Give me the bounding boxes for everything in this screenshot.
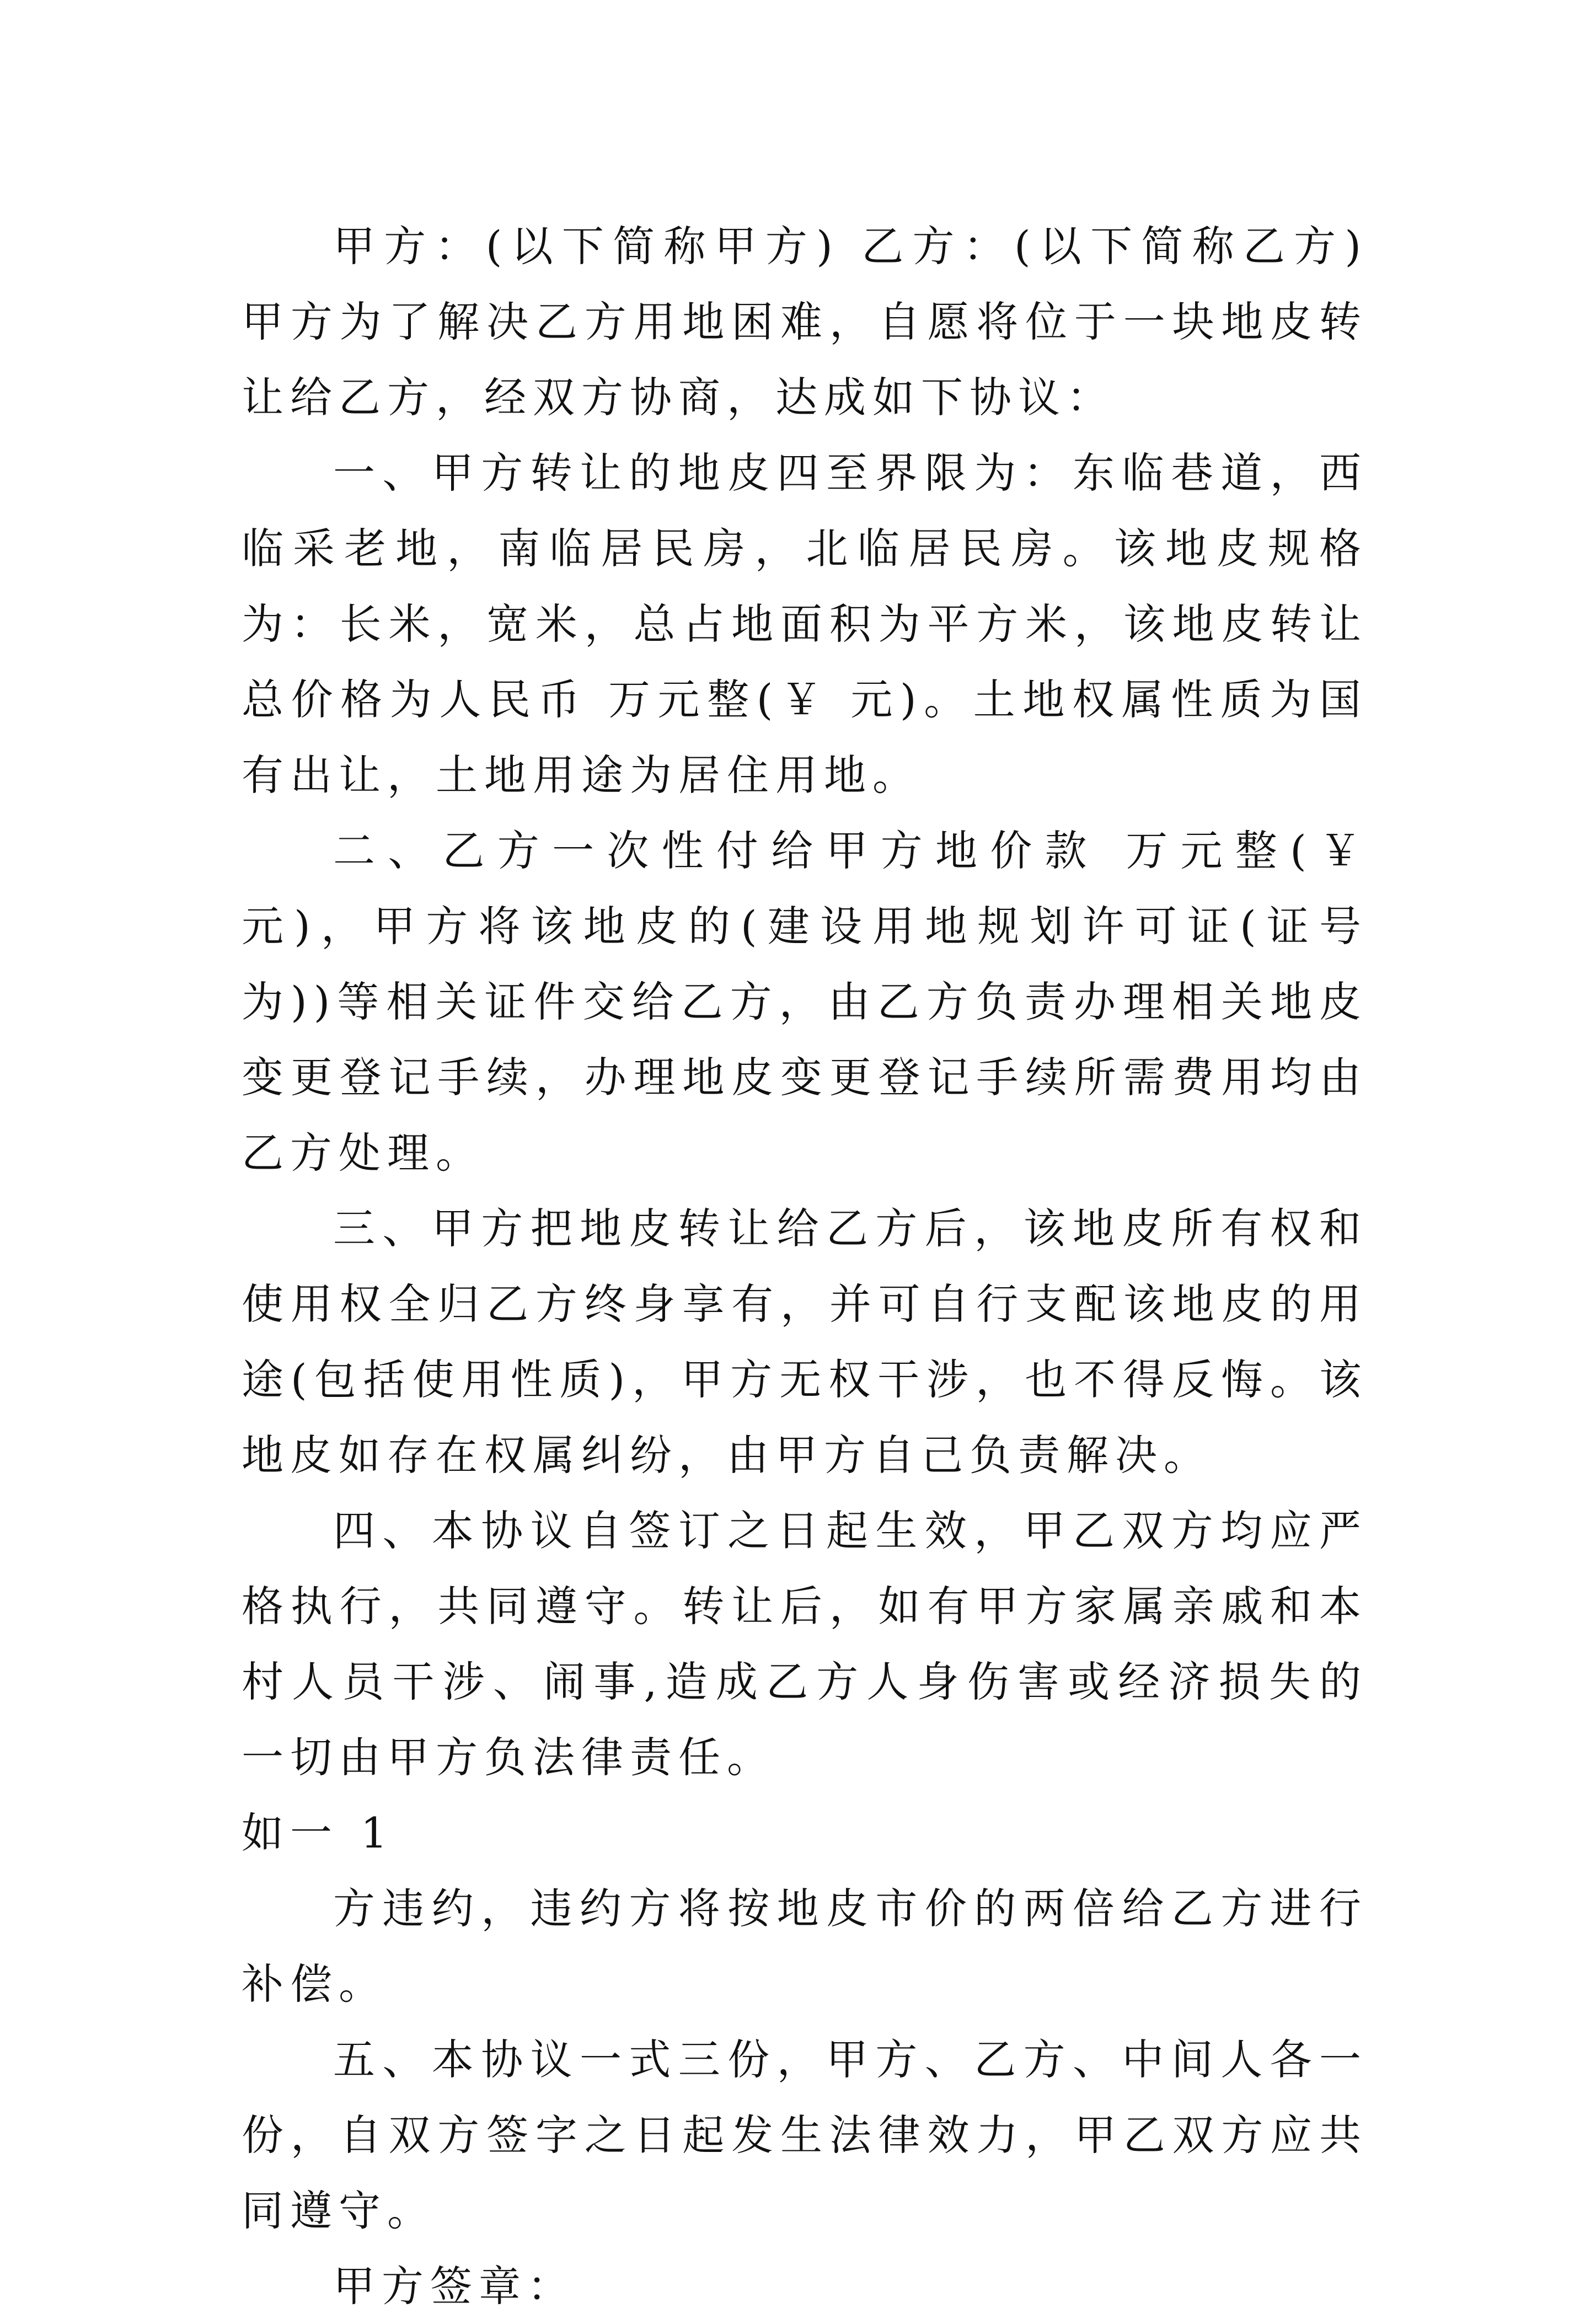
- page-break-line: [242, 1795, 1368, 1871]
- paragraph-clause-5: 五、本协议一式三份，甲方、乙方、中间人各一份，自双方签字之日起发生法律效力，甲乙双方应共同遵守。: [242, 2035, 1368, 2235]
- page-number: 1: [361, 1808, 394, 1857]
- paragraph-clause-4: 四、本协议自签订之日起生效，甲乙双方均应严格执行，共同遵守。转让后，如有甲方家属亲戚和本村人员干涉、闹事,造成乙方人身伤害或经济损失的一切由甲方负法律责任。: [242, 1506, 1368, 1782]
- paragraph-intro: 甲方：(以下简称甲方) 乙方：(以下简称乙方) 甲方为了解决乙方用地困难，自愿将位于一块地皮转让给乙方，经双方协商，达成如下协议：: [242, 222, 1368, 422]
- paragraph-clause-1: 一、甲方转让的地皮四至界限为：东临巷道，西临采老地，南临居民房，北临居民房。该地皮规格为：长米，宽米，总占地面积为平方米，该地皮转让总价格为人民币 万元整(￥ 元)。土地权属性质为国有出让，土地用途为居住用地。: [242, 448, 1368, 800]
- paragraph-clause-3: 三、甲方把地皮转让给乙方后，该地皮所有权和使用权全归乙方终身享有，并可自行支配该地皮的用途(包括使用性质)，甲方无权干涉，也不得反悔。该地皮如存在权属纠纷，由甲方自己负责解决。: [242, 1204, 1368, 1480]
- document-body: [242, 208, 1368, 2324]
- signature-party-a: 甲方签章：: [333, 2262, 576, 2311]
- paragraph-continuation: 方违约，违约方将按地皮市价的两倍给乙方进行补偿。: [242, 1884, 1368, 2009]
- break-line-text: 如一: [242, 1808, 339, 1857]
- paragraph-clause-2: 二、乙方一次性付给甲方地价款 万元整(￥ 元)，甲方将该地皮的(建设用地规划许可证(证号为))等相关证件交给乙方，由乙方负责办理相关地皮变更登记手续，办理地皮变更登记手续所需费用均由乙方处理。: [242, 826, 1368, 1177]
